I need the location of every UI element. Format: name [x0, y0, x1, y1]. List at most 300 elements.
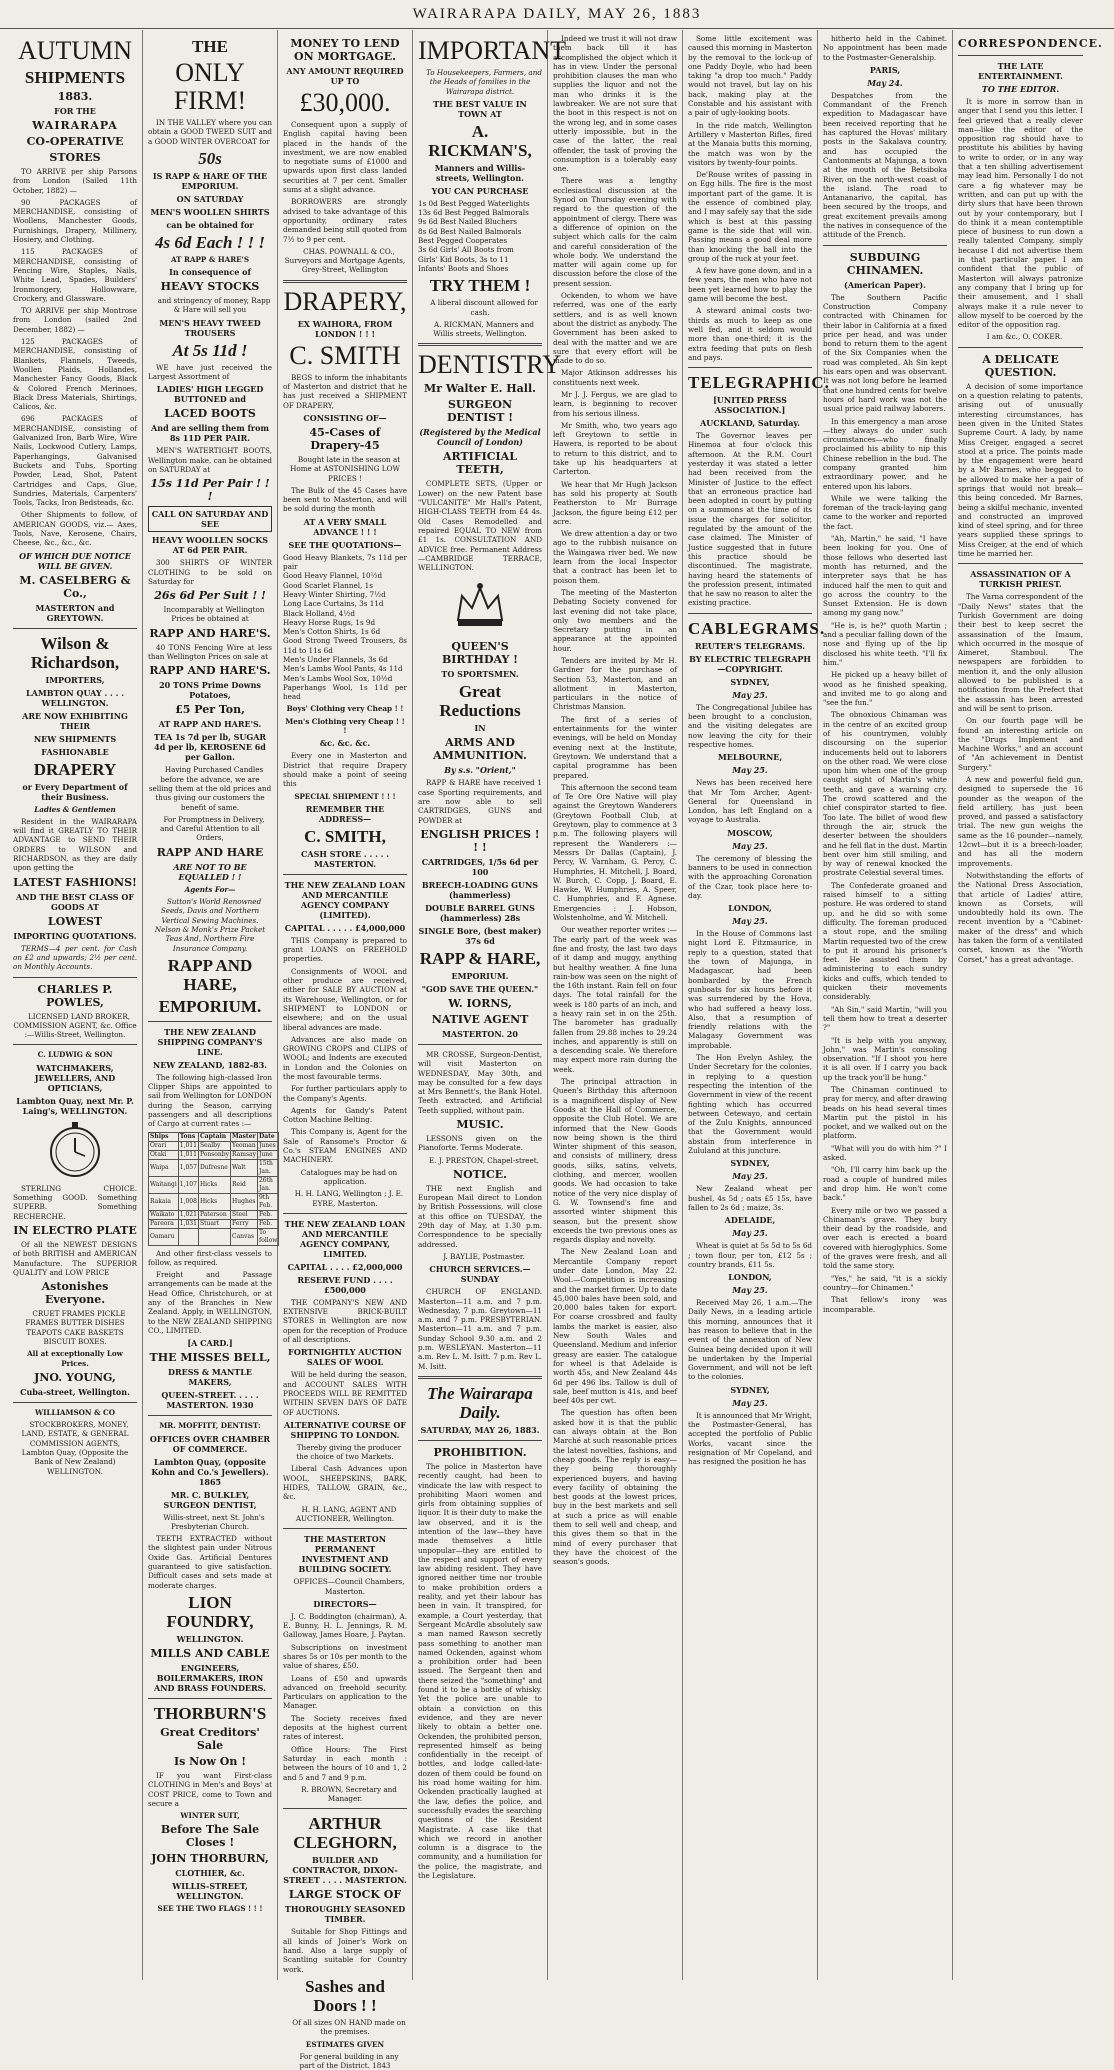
paragraph: In this emergency a man arose—they always do under such circumstances—who finally proclaimed his ability to nip this Chinese rebellion in the bud. The company granted him extraordinary power, and he entered upon his labors. — [823, 416, 947, 491]
table-header: Captain — [198, 1132, 230, 1141]
you-can: YOU CAN PURCHASE — [431, 185, 529, 196]
paragraph: "Ah Sin," said Martin, "will you tell them how to treat a deserter ?" — [823, 1004, 947, 1033]
paragraph: "Oh, I'll carry him back up the road a couple of hundred miles and drop him. He won't come back." — [823, 1165, 947, 1203]
ladies-boots: LADIES' HIGH LEGGED BUTTONED and — [156, 384, 264, 405]
divider — [283, 1213, 407, 1214]
cases-heading: 45-Cases of Drapery-45 — [309, 425, 381, 452]
in-label: IN — [474, 723, 486, 734]
table-header: Date — [257, 1132, 278, 1141]
dress-makers: DRESS & MANTLE MAKERS, — [168, 1367, 252, 1388]
divider — [688, 367, 812, 368]
table-cell: Waipa — [149, 1159, 179, 1176]
column-1 — [8, 30, 143, 1980]
notice-heading: NOTICE. — [453, 1167, 507, 1181]
price-4s6d: 4s 6d Each ! ! ! — [154, 232, 266, 252]
paragraph: J. C. Boddington (chairman), A. E. Bunny, H. L. Jennings, R. M. Galloway, James Hoare, J. Paytan. — [283, 1611, 407, 1640]
column-3 — [278, 30, 413, 2070]
to-editor: TO THE EDITOR. — [981, 84, 1060, 94]
paragraph: 300 SHIRTS OF WINTER CLOTHING to be sold on Saturday for — [148, 558, 272, 586]
paragraph: THE next English and European Mail direct to London by British Possessions, will close at this office on TUESDAY, the 29th day of May, at 1.30 p.m. Correspondence to be specially addressed. — [418, 1183, 542, 1249]
paragraph: 115 PACKAGES of MERCHANDISE, consisting of Fencing Wire, Staples, Nails, White Lead, Spades, Builders' Ironmongery, Hollowware, Crockery, and Glassware. — [13, 247, 137, 303]
terms: TERMS—4 per cent. for Cash on £2 and upwards; 2½ per cent. on Monthly Accounts. — [13, 943, 137, 972]
registered: (Registered by the Medical Council of London) — [419, 427, 541, 448]
sashes: Sashes and Doors ! ! — [305, 1976, 385, 2015]
table-cell: June — [257, 1150, 278, 1159]
list-item: Infants' Boots and Shoes — [418, 263, 509, 273]
paragraph: A few have gone down, and in a few years, the men who have not been yet learned how to play the game will become the best. — [688, 266, 813, 304]
bulkley-heading: MR. C. BULKLEY, SURGEON DENTIST, — [163, 1489, 257, 1510]
table-cell: 1,011 — [179, 1150, 197, 1158]
auckland-dateline: AUCKLAND, Saturday. — [700, 418, 800, 429]
divider — [418, 1440, 542, 1441]
quotes-list — [283, 553, 407, 702]
paragraph: Suitable for Shop Fittings and all kinds of Joiner's Work on hand. Also a large supply of Scantling suitable for Country work. — [283, 1927, 407, 1974]
paragraph: Consignments of WOOL and other produce are received, either for SALE BY AUCTION at its Warehouse, Wellington, or for SHIPMENT to LONDON or elsewhere; and on the usual liberal advances are made. — [283, 966, 407, 1032]
paragraph: LESSONS given on the Pianoforte. Terms Moderate. — [418, 1133, 542, 1153]
table-cell: Canvas — [231, 1228, 258, 1245]
catalogue: Catalogues may be had on application. — [300, 1167, 398, 1186]
paragraph: RAPP & HARE have received 1 case Sporting requirements, and are now able to sell CARTRIDGES, GUNS and POWDER at — [418, 778, 542, 825]
table-row — [149, 1176, 279, 1193]
paragraph: A steward animal costs two-thirds as much to keep as one well fed, and it seldom would more than one-third; it is the extra feeding that puts on flesh and pays. — [688, 306, 812, 362]
table-cell: Ponsonby — [199, 1150, 230, 1158]
by-ss: By s.s. "Orient," — [444, 765, 516, 776]
column-5 — [548, 30, 683, 1980]
single-bore: SINGLE Bore, (best maker) 37s 6d — [418, 925, 542, 946]
is-now-on: Is Now On ! — [173, 1754, 247, 1768]
postmaster: J. BAYLIE, Postmaster. — [443, 1251, 525, 1261]
shipments-heading: SHIPMENTS — [24, 68, 126, 87]
fencing: 40 TONS Fencing Wire at less than Wellington Prices on sale at — [148, 642, 272, 662]
lambton-address: Lambton Quay, next Mr. P. Laing's, WELLINGTON. — [16, 1095, 134, 1116]
paragraph: IN THE VALLEY where you can obtain a GOOD TWEED SUIT and a GOOD WINTER OVERCOAT for — [148, 118, 272, 146]
paragraph: This afternoon the second team of Te Ore Ore Native will play against the Greytown Wanderers (Greytown Football Club, at Greytown, play to commence at 3 p.m. The following players will represent the Wanderers :—Messrs Dr Dallas (Captain), J. Percy, W. Varnham, G. Percy, C. Humphries, H. Mitchell, J. Board, W. Burch, C. Copp, J. Board, E. Hawke, W. Humphries, A. Speer, C. Humphries, and F. Agnese. Emergencies : J. Hobson, Wolstenholme, and W. Mitchell. — [553, 782, 677, 923]
god-save: "GOD SAVE THE QUEEN." — [421, 983, 539, 994]
table-cell — [178, 1228, 198, 1245]
mens-clothing: Men's Clothing very Cheap ! ! ! — [285, 716, 405, 736]
builder: BUILDER AND CONTRACTOR, DIXON-STREET . . . . MASTERTON. — [283, 1855, 407, 1886]
paragraph: De'Rouse writes of passing in on Egg hills. The fire is the most important part of the game. It is the essence of combined play, and I may safely say that the side which is best at this passing game is the side that will win. Passing means a good deal more than knocking the ball into the group of the ruck at your feet. — [688, 170, 812, 263]
rickman-heading: A. RICKMAN'S, — [428, 121, 532, 160]
alternative: ALTERNATIVE COURSE OF SHIPPING TO LONDON. — [283, 1419, 406, 1440]
showrooms-label: ARE NOW EXHIBITING THEIR — [22, 710, 128, 731]
items-list — [418, 199, 542, 273]
list-item: Good Heavy Blankets, 7s 11d per pair — [283, 552, 407, 572]
reuter-label: REUTER'S TELEGRAMS. — [694, 640, 806, 651]
table-cell: Hicks — [198, 1176, 230, 1193]
paragraph: hitherto held in the Cabinet. No appointment has been made to the Postmaster-Generalship. — [823, 34, 947, 62]
lion-foundry: LION FOUNDRY, — [166, 1592, 254, 1631]
paragraph: The Chinaman continued to pray for mercy, and after drawing beads on his head several times Martin put the pistol in his pocket, and we walked out on the platform. — [823, 1084, 947, 1141]
list-item: Girls' Kid Boots, 3s to 11 — [418, 254, 509, 264]
having: Having Purchased Candles before the advance, we are selling them at the old prices and thus giving our customers the benefit of same. — [148, 765, 272, 812]
paragraph: "What will you do with him ?" I asked. — [823, 1143, 947, 1163]
walter-hall: Mr Walter E. Hall. — [424, 382, 536, 396]
capital: CAPITAL . . . . . £4,000,000 — [284, 922, 406, 933]
united-press: [UNITED PRESS ASSOCIATION.] — [713, 395, 787, 416]
paragraph: The Confederate groaned and raised himself to a sitting posture. He was ordered to stand up, and he did so with some difficulty. The foreman produced a stout rope, and the smiling Martin requested two of the crew to put it around his prisoner's feet. He assisted them by administering to each sundry kicks and cuffs, which tended to quicken their movements considerably. — [823, 880, 947, 1002]
prohibition-heading: PROHIBITION. — [433, 1445, 527, 1459]
paragraph: Will be held during the season, and ACCOUNT SALES WITH PROCEEDS WILL BE REMITTED WITHIN SEVEN DAYS OF DATE OF AUCTIONS. — [283, 1370, 407, 1417]
table-cell: Pareora — [149, 1219, 179, 1228]
important-heading: IMPORTANT — [418, 36, 567, 65]
paragraph: Resident in the WAIRARAPA will find it GREATLY TO THEIR ADVANTAGE to SEND THEIR ORDERS to WILSON and RICHARDSON, as they are daily upon getting the — [13, 816, 137, 873]
consisting: CONSISTING OF— — [303, 412, 387, 423]
paragraph: The Governor leaves per Hinemoa at four o'clock this afternoon. At the R.M. Court yesterday it was stated a letter had been received from the Minister of Justice to the effect that an erroneous practice had been adopted in court by putting on a summons at the time of its issue the charges for solicitor, regulated by the amount of the case claimed. The Minister of Justice suggested that in future this practice should be discontinued. The magistrate, having heard the statements of the profession present, intimated that he saw no reason to alter the existing practice. — [688, 431, 812, 608]
stores-label: STORES — [49, 151, 101, 164]
column-6 — [683, 30, 830, 1980]
paragraph: Mr Smith, who, two years ago left Greytown to settle in Hawera, is reported to be about to return to this district, and to take up his headquarters at Carterton. — [553, 420, 677, 477]
paragraph: We hear that Mr Hugh Jackson has sold his property at South Featherston to Mr Burrage Jackson, the figure being £12 per acre. — [553, 479, 677, 526]
lang-2: H. H. LANG, AGENT AND AUCTIONEER, Wellington. — [295, 1504, 397, 1523]
remember: REMEMBER THE ADDRESS— — [305, 803, 385, 824]
building-society: THE MASTERTON PERMANENT INVESTMENT AND BUILDING SOCIETY. — [298, 1534, 392, 1575]
rickman-address: Manners and Willis-streets, Wellington. — [434, 162, 526, 183]
table-cell: 15th Jan. — [257, 1159, 278, 1176]
importing-quotations: IMPORTING QUOTATIONS. — [13, 930, 137, 941]
london-dateline: LONDON, — [728, 903, 772, 914]
at-rapp: AT RAPP AND HARE'S. — [158, 719, 262, 730]
caselberg-location: MASTERTON and GREYTOWN. — [35, 602, 115, 623]
see-flags: SEE THE TWO FLAGS ! ! ! — [157, 1904, 263, 1914]
wilson-heading: Wilson & Richardson, — [30, 633, 120, 672]
list-item: Men's Lambs Wool Sox, 10½d — [283, 673, 393, 683]
price-5s11d: At 5s 11d ! — [172, 340, 248, 360]
clothier: CLOTHIER, &c. — [175, 1868, 245, 1879]
paragraph: 90 PACKAGES of MERCHANDISE, consisting of Woollens, Manchester Goods, Furnishings, Drapery, Millinery, Hosiery, and Clothing. — [13, 197, 137, 245]
paragraph: Notwithstanding the efforts of the National Dress Association, that article of Ladies' attire, known as Corsets, will undoubtedly hold its own. The recent invention by a "Cabinet-maker of the dress" and which has taken the form of a ventilated corset, known as the "Worth Corset," has a great advantage. — [958, 870, 1083, 964]
paragraph: The principal attraction in Queen's Birthday this afternoon is a magnificent display of New Goods at the Hall of Commerce, opposite the Club Hotel. We are informed that the New Goods now being shown is the third Winter shipment of this season, and consists of millinery, dress goods, silks, satins, velvets, clothing, and mercer, woollen goods. We had occasion to take notice of the very nice display of G. W. Townsend's fine and assorted winter shipment this season, but the present show exceeds the two previous ones as regards display and novelty. — [553, 1077, 677, 1245]
shipments-year: 1883. — [57, 90, 93, 103]
american-paper: (American Paper). — [844, 279, 926, 290]
table-cell: 1,008 — [178, 1193, 198, 1210]
paragraph: Mr J. J. Fergus, we are glad to learn, is beginning to recover from his serious illness. — [553, 389, 677, 418]
paragraph: The ceremony of blessing the banners to be used in connection with the approaching Coronation of the Czar, took place here to-day. — [688, 853, 812, 900]
moffitt-lambton: Lambton Quay, (opposite Kohn and Co.'s Jewellers). 1865 — [151, 1456, 269, 1487]
list-item: Men's Under Flannels, 3s 6d — [283, 654, 388, 664]
willis-street: WILLIS-STREET, WELLINGTON. — [172, 1881, 248, 1902]
rapp-hare: RAPP & HARE, — [419, 948, 541, 968]
moffitt-offices: OFFICES OVER CHAMBER OF COMMERCE. — [149, 1433, 271, 1454]
telegraphic-heading: TELEGRAPHIC. — [688, 373, 830, 393]
new-shipments: NEW SHIPMENTS — [33, 733, 117, 744]
sum-label: £30,000. — [299, 88, 391, 117]
paragraph: A new and powerful field gun, designed to supersede the 16 pounder as the weapon of the field artillery, has just been proved, and passed a satisfactory trial. The new gun weighs the same as the 16 pounder—namely, 12cwt—but it is a breech-loader, and has all the modern improvements. — [958, 775, 1083, 868]
table-cell: Sealby — [198, 1141, 230, 1150]
list-item: Paperhangs Wool, 1s 11d per head — [283, 682, 407, 702]
divider — [958, 347, 1083, 348]
list-item: Good Strong Tweed Trousers, 8s 11d to 11s 6d — [283, 636, 407, 655]
freight: Freight and Passage arrangements can be made at the Head Office, Christchurch, or at any of the Branches in New Zealand. Apply, in WELLINGTON, to the NEW ZEALAND SHIPPING CO., LIMITED. — [148, 1270, 272, 1335]
paragraph: We drew attention a day or two ago to the rubbish nuisance on the Waingawa river bed. We now learn from the local Inspector that a contract has been let to poison them. — [553, 529, 677, 585]
columns — [8, 30, 1106, 2070]
list-item: Best Pegged Cooperates — [418, 236, 508, 246]
rapp-hare-4: RAPP AND HARE — [156, 845, 264, 859]
rapp-emporium: IS RAPP & HARE OF THE EMPORIUM. — [152, 170, 268, 191]
bore: BREECH-LOADING GUNS (hammerless) — [421, 879, 539, 900]
london-date-2: May 25. — [732, 1285, 768, 1296]
divider — [283, 1808, 407, 1809]
etc: &c. &c. &c. — [319, 738, 371, 749]
rapp-hare-2: RAPP AND HARE'S. — [149, 626, 271, 640]
creditors: Great Creditors' Sale — [160, 1725, 260, 1752]
table-cell: Hicks — [198, 1193, 230, 1210]
divider — [13, 628, 137, 629]
misses-bell: THE MISSES BELL, — [149, 1351, 271, 1365]
divider — [13, 977, 137, 978]
cablegrams-heading: CABLEGRAMS. — [688, 618, 826, 638]
music-heading: MUSIC. — [456, 1117, 504, 1131]
list-item: Heavy Winter Shirting, 7½d — [283, 589, 386, 599]
winter-suit: WINTER SUIT, — [180, 1811, 240, 1821]
surgeon: SURGEON DENTIST ! — [446, 398, 514, 425]
cruets: CRUET FRAMES PICKLE FRAMES BUTTER DISHES TEAPOTS CAKE BASKETS BISCUIT BOXES. — [25, 1309, 126, 1346]
stockings: HEAVY WOOLLEN SOCKS AT 6d PER PAIR. — [151, 535, 269, 556]
before-sale: Before The Sale Closes ! — [160, 1823, 260, 1850]
not-equalled: ARE NOT TO BE EQUALLED ! ! — [173, 861, 247, 882]
paragraph: 125 PACKAGES of MERCHANDISE, consisting of Blankets, Flannels, Tweeds, Woollen Plaids, Hollandes, Manchester Fancy Goods, Black & Colored French Merinoes, Black Dress Materials, Shirtings, Calicos, &c. — [13, 337, 137, 412]
divider — [283, 1528, 407, 1529]
emporium: EMPORIUM. — [451, 970, 509, 981]
dentistry-heading: DENTISTRY — [418, 350, 561, 380]
small-advance: AT A VERY SMALL ADVANCE ! ! ! — [303, 516, 387, 537]
loan-heading: THE NEW ZEALAND LOAN AND MERCANTILE AGENCY COMPANY (LIMITED). — [284, 879, 406, 920]
rickman-2: A. RICKMAN, Manners and Willis streets, Wellington. — [433, 319, 534, 339]
caselberg-firm: M. CASELBERG & Co., — [19, 573, 131, 600]
church-heading: CHURCH SERVICES.—SUNDAY — [429, 1264, 531, 1285]
adelaide-date: May 25. — [732, 1228, 768, 1239]
list-item: Men's Lambs Wool Pants, 4s 11d — [283, 664, 403, 674]
table-header: Master — [232, 1132, 256, 1140]
cash-store: CASH STORE . . . . . MASTERTON. — [301, 848, 389, 869]
paragraph: The Varna correspondent of the "Daily News" states that the Turkish Government are doing their best to keep secret the assassination of the Imaum, which occurred in the mosque of Aimeret, Stamboul. The newspapers are forbidden to mention it, and the only allusion allowed to be published is a notification from the Prefect that the assassin has been arrested and will be sent to prison. — [958, 592, 1083, 713]
all-at: All at exceptionally Low Prices. — [27, 1349, 123, 1368]
on-saturday: ON SATURDAY — [176, 193, 244, 204]
date-label: SATURDAY, MAY 26, 1883. — [420, 1424, 540, 1435]
to-sportsmen: TO SPORTSMEN. — [441, 669, 519, 680]
copyright-label: BY ELECTRIC TELEGRAPH—COPYRIGHT. — [689, 653, 811, 674]
table-cell: Waitangi — [149, 1176, 179, 1193]
table-cell: Steel — [231, 1210, 258, 1219]
paragraph: It is more in sorrow than in anger that I send you this letter. I feel grieved that a really clever man—like the editor of the opposition rag should have to prostitute his abilities by having to write to order, or in any way that a ten shilling advertisement may lead him. Personally I do not care a fig whatever may be written, and can put up with the dirty slurs that have been thrown out by your contemporary, but I do think it a mean contemptible piece of business to run down a really talented Company, simply because I did not advertise them in that particular paper. I am confident that the public of Masterton will always patronize any company that I bring up for their amusement, and I shall always make it a rule never to allow myself to be coerced by the editor of the opposition rag. — [958, 97, 1083, 330]
wairarapa-label: WAIRARAPA — [32, 119, 118, 132]
divider — [958, 563, 1083, 564]
lambton-label: LAMBTON QUAY . . . . WELLINGTON. — [26, 687, 124, 708]
paragraph: News has been received here that Mr Tom Archer, Agent-General for Queensland in London, has left England on a voyage to Australia. — [688, 778, 812, 825]
paragraph: WE have just received the Largest Assortment of — [148, 362, 272, 382]
williamson-desc: STOCKBROKERS, MONEY, LAND, ESTATE, & GENERAL COMMISSION AGENTS, Lambton Quay, (Opposite the Bank of New Zealand) WELLINGTON. — [21, 1420, 129, 1476]
paragraph: While we were talking the foreman of the track-laying gang came to the worker and reported the fact. — [823, 493, 947, 531]
electro-desc: Of all the NEWEST DESIGNS of both BRITISH and AMERICAN Manufacture. The SUPERIOR QUALITY and LOW PRICE — [13, 1239, 137, 1277]
iorns: W. IORNS, — [448, 996, 512, 1010]
bore-2: DOUBLE BARREL GUNS (hammerless) 28s — [425, 902, 535, 923]
arthur-heading: ARTHUR CLEGHORN, — [293, 1814, 397, 1853]
list-item: Men's Cotton Shirts, 1s 6d — [283, 627, 381, 637]
royal-mail: NEW ZEALAND, 1882-83. — [152, 1059, 268, 1070]
the-label: THE — [192, 37, 228, 56]
lang: H. H. LANG, Wellington ; J. E. EYRE, Masterton. — [294, 1189, 404, 1208]
moscow-dateline: MOSCOW, — [727, 827, 773, 838]
young-address: Cuba-street, Wellington. — [20, 1386, 130, 1397]
emporium-label: EMPORIUM. — [158, 996, 262, 1016]
ladies-label: Ladies & Gentlemen — [34, 804, 116, 814]
sydney-date: May 25. — [732, 689, 768, 700]
card-label: [A CARD.] — [187, 1338, 233, 1349]
table-cell: 9th Feb. — [257, 1193, 278, 1210]
bulk: The Bulk of the 45 Cases have been sent to Masterton, and will be sold during the month — [283, 485, 407, 514]
table-cell: Stuart — [198, 1219, 230, 1228]
paragraph: Other Shipments to follow, of AMERICAN GOODS, viz.— Axes, Tools, Nave, Kerosene, Chairs, Cheese, &c., &c., &c. — [13, 510, 137, 548]
table-row — [149, 1228, 279, 1245]
paragraph: Loans of £50 and upwards advanced on freehold security. Particulars on application to the Manager. — [283, 1673, 407, 1711]
paragraph: CHURCH OF ENGLAND. Masterton—11 a.m. and 7 p.m. Wednesday, 7 p.m. Greytown—11 a.m. and 7 p.m. PRESBYTERIAN. Masterton—11 a.m. and 7 p.m. Sunday School 9.30 a.m. and 2 p.m. WESLEYAN. Masterton—11 a.m. Rev L. M. Isitt. 7 p.m. Rev L. M. Isitt. — [418, 1287, 542, 1371]
paragraph: The Society receives fixed deposits at the highest current rates of interest. — [283, 1713, 407, 1742]
list-item: 8s 6d Best Nailed Balmorals — [418, 226, 522, 236]
nzship-heading: THE NEW ZEALAND SHIPPING COMPANY'S LINE. — [157, 1026, 263, 1057]
smith-heading: C. SMITH — [289, 340, 401, 370]
thorburn-heading: THORBURN'S — [153, 1703, 267, 1723]
column-7 — [818, 30, 953, 1980]
paragraph: MEN'S WATERTIGHT BOOTS, Wellington make, can be obtained on SATURDAY at — [148, 446, 272, 474]
boys-clothing: Boys' Clothing very Cheap ! ! — [286, 704, 404, 714]
paragraph: Ockenden, to whom we have referred, was one of the early settlers, and is as well known about the district as anybody. The Government has been asked to deal with the matter and we are sure that every effort will be made to do so. — [553, 291, 677, 366]
notice-label: OF WHICH DUE NOTICE WILL BE GIVEN. — [19, 550, 131, 571]
fortnightly: FORTNIGHTLY AUCTION SALES OF WOOL — [288, 1347, 402, 1368]
table-cell: Rakaia — [149, 1193, 179, 1210]
paragraph: The New Zealand Loan and Mercantile Company report under date London, May 22. Wool.—Competition is increasing and the market firmer. Up to date 45,000 bales have been sold, and 20,000 bales taken for export. For coarse crossbred and faulty lambs the market is easier, also New South Wales and Queensland. Medium and inferior greasy are easier. The catalogue for wheel is that Adelaide is worth 45s, and New Zealand 44s 6d per 496 lbs. Tallow is dull of sale, beef mutton is 41s, and beef beef 40s per cwt. — [553, 1247, 677, 1406]
electro-heading: IN ELECTRO PLATE — [13, 1223, 137, 1237]
signature: I am &c., O. COKER. — [986, 332, 1063, 342]
moffitt-heading: MR. MOFFITT, DENTIST: — [159, 1421, 261, 1431]
table-cell: Ramsay — [232, 1150, 256, 1158]
divider — [13, 1402, 137, 1403]
table-cell — [198, 1228, 230, 1245]
ship-desc: The following high-classed Iron Clipper Ships are appointed to sail from Wellington for LONDON during the Season, carrying passengers and all descriptions of Cargo at current rates :— — [148, 1072, 272, 1129]
moscow-date: May 25. — [732, 840, 768, 851]
drapery-heading: DRAPERY, — [283, 286, 407, 316]
table-row — [149, 1210, 279, 1219]
paragraph: Advances are also made on GROWING CROPS and CLIPS of WOOL; and Indents are executed in London and the Colonies on the most favourable terms. — [283, 1034, 407, 1081]
paragraph: On our fourth page will be found an interesting article on the "Drugs Implement and Machine Works," and an account of "An achievement in Dentist Surgery." — [958, 716, 1083, 772]
special-shipment: SPECIAL SHIPMENT ! ! ! — [294, 791, 396, 801]
bought: Bought late in the season at Home at ASTONISHING LOW PRICES ! — [290, 454, 401, 483]
capital-2: CAPITAL . . . . £2,000,000 — [287, 1261, 403, 1272]
artificial-teeth: ARTIFICIAL TEETH, — [443, 450, 517, 477]
potatoes-price: £5 Per Ton, — [175, 703, 245, 717]
divider — [958, 55, 1083, 56]
paragraph: TO ARRIVE per ship Montrose from London (sailed 2nd December, 1882) — — [13, 306, 137, 334]
mens-shirts: MEN'S WOOLLEN SHIRTS — [150, 206, 270, 217]
queen-street: QUEEN-STREET. . . . . MASTERTON. 1930 — [161, 1390, 259, 1411]
paragraph: The Hon Evelyn Ashley, the Under Secretary for the colonies, in replying to a question respecting the intention of the Government in view of the recent fighting which has occurred between Cetewayo, and certain of the Zulu Knights, announced that the Government would abstain from interference in Zululand at this juncture. — [688, 1053, 812, 1156]
paragraph: "It is help with you anyway, John," was Martin's consoling observation. "If I shoot you here it is all over. If I carry you back up the track you'll be hung." — [823, 1035, 947, 1082]
punctuality: For Promptness in Delivery, and Careful Attention to all Orders, — [160, 814, 265, 843]
column-4 — [413, 30, 567, 1980]
royal-crown-icon — [450, 576, 510, 636]
paragraph: It is announced that Mr Wright, the Postmaster-General, has accepted the portfolio of Public Works, vacant since the resignation of Mr Copeland, and has resigned the position he has — [688, 1410, 812, 1467]
sydney-dateline-3: SYDNEY, — [730, 1384, 770, 1395]
john-thorburn: JOHN THORBURN, — [151, 1852, 269, 1866]
correspondence-heading: CORRESPONDENCE. — [958, 37, 1103, 50]
paragraph: Received May 26, 1 a.m.—The Daily News, in a leading article this morning, announces that it has reason to believe that in the event of the annexation of New Guinea being decided upon it will be undertaken by the Imperial Government, and will not be left to the colonies. — [688, 1298, 812, 1382]
price-26s6d: 26s 6d Per Suit ! ! — [154, 589, 266, 603]
table-row — [149, 1141, 279, 1150]
paragraph: Major Atkinson addresses his constituents next week. — [553, 368, 677, 387]
paragraph: Wheat is quiet at 5s 5d to 5s 6d ; town flour, per ton, £12 5s ; country brands, £11 5s. — [688, 1241, 812, 1269]
powles-desc: LICENSED LAND BROKER, COMMISSION AGENT, &c. Office :—Willis-Street, Wellington. — [13, 1011, 137, 1040]
boots-price: And are selling them from 8s 11D PER PAIR. — [151, 423, 269, 444]
divider — [148, 1415, 272, 1416]
smith-heading-2: C. SMITH, — [304, 826, 386, 846]
column-8 — [953, 30, 1103, 1980]
divider — [13, 1044, 137, 1045]
table-header: Tons — [178, 1132, 198, 1141]
all-sizes: Of all sizes ON HAND made on the premises. — [292, 2017, 406, 2037]
table-cell: Reid — [231, 1176, 258, 1193]
divider — [148, 1698, 272, 1699]
call-box: CALL ON SATURDAY AND SEE — [148, 506, 272, 532]
mills-cable: MILLS AND CABLE — [150, 1646, 270, 1660]
paragraph: COMPLETE SETS, (Upper or Lower) on the new Patent base "VULCANITE" Mr Hall's Patent, HIGH-CLASS TEETH from £4 4s. Old Cases Remodelled and repaired EQUAL TO NEW from £1 1s. CONSULTATION AND ADVICE free. Permanent Address—CAMBRIDGE TERRACE, WELLINGTON. — [418, 479, 542, 573]
contracting: For general building in any part of the District. 1843 — [299, 2051, 399, 2070]
paragraph: The police in Masterton have recently caught, had been to vindicate the law with respect to prohibiting Maori women and girls from obtaining supplies of liquor. It is their duty to make the law observed, and it is the intention of the law—they have made themselves a little unpopular—they are entitled to the respect and support of every law abiding resident. They have ignored neither time nor trouble to make prohibition orders a reality, and yet their labour has been in vain. It transpired, for example, a Court yesterday, that Sergeant McArdle absolutely saw a man named Rawson secretly pass something to another man named Ockenden, against whom a prohibition order had been issued. The Sergeant then and there seized the "something" and found it to be a bottle of whisky. Yet the police are unable to obtain a conviction on this evidence, and they are never likely to obtain a better one. Ockenden, the prohibited person, represented himself as being confidentially in the receipt of bottles, and lodge called-late-dozen of them could be found on his road home waiting for him. Ockenden practically laughed at the law, defies the police, and successfully evades the searching questions of the Resident Magistrate. A case like that which we record in another column is a disgrace to the community, and a humiliation for the police, the magistrate, and the Legislature. — [418, 1461, 542, 1880]
paragraph: TO ARRIVE per ship Parsons from London (Sailed 11th October, 1882) — — [13, 167, 137, 195]
paragraph: BORROWERS are strongly advised to take advantage of this opportunity, ordinary rates demanded being still quoted from 7½ to 9 per cent. — [283, 197, 407, 244]
table-row — [149, 1150, 279, 1159]
paragraph: The obnoxious Chinaman was in the centre of an excited group of his countrymen, volubly discoursing on the superior inducements held out to laborers on the other road. We were close upon him when one of the group caught sight of Martin's white teeth, and gave a warning cry. The crowd scattered and the chief conspirator started to flee. Too late. The billet of wood flew through the air, struck the deserter between the shoulders and he fell flat in the dust. Martin bent over him still smiling, and by way of renewal knocked the prostrate Celestial several times. — [823, 710, 947, 878]
paragraph: Liberal Cash Advances upon WOOL, SHEEPSKINS, BARK, HIDES, TALLOW, GRAIN, &c., &c. — [283, 1464, 407, 1502]
table-cell: Hughes — [231, 1193, 258, 1210]
price-50s: 50s — [198, 148, 222, 168]
masterton-label: MASTERTON. 20 — [442, 1028, 518, 1039]
divider — [688, 613, 812, 614]
divider — [283, 874, 407, 875]
to-housekeepers: To Housekeepers, Farmers, and the Heads of families in the Wairarapa district. — [426, 68, 542, 96]
potatoes: 20 TONS Prime Downs Potatoes, — [159, 680, 261, 701]
astonishes-label: Astonishes Everyone. — [41, 1280, 109, 1307]
sydney-dateline: SYDNEY, — [730, 676, 770, 687]
table-cell: Ferry — [231, 1219, 258, 1228]
watchmakers-label: WATCHMAKERS, JEWELLERS, AND OPTICIANS, — [34, 1062, 116, 1093]
delicate-heading: A DELICATE QUESTION. — [982, 352, 1059, 379]
london-date: May 25. — [732, 916, 768, 927]
paragraph: Our weather reporter writes :—The early part of the week was fine and frosty, the last two days of it damp and muggy, anything but healthy weather. A fine luna rain-bow was seen on the night of the 16th instant. Rain fell on four days. The total rainfall for the week is 180 parts of an inch, and a heavy rain set in on the 25th. The barometer has gradually fallen from 29.88 inches to 29.24 inches, and apparently is still on a descending scale. We therefore may expect more rain during the week. — [553, 925, 677, 1074]
list-item: Black Holland, 4½d — [283, 608, 355, 618]
divider — [148, 1021, 272, 1022]
table-row — [149, 1219, 279, 1228]
can-be: can be obtained for — [166, 219, 254, 230]
table-cell: 26th Jan. — [257, 1176, 278, 1193]
cartridges: CARTRIDGES, 1/5s 6d per 100 — [421, 856, 539, 877]
young-heading: JNO. YOUNG, — [34, 1370, 116, 1384]
column-2 — [143, 30, 278, 1980]
english-prices: ENGLISH PRICES ! ! ! — [420, 827, 540, 854]
melbourne-date: May 25. — [732, 765, 768, 776]
every: Every one in Masterton and District that require Drapery should make a point of seeing this — [283, 751, 407, 789]
agents-desc: Sutton's World Renowned Seeds, Davis and Northern Vertical Sewing Machines. Nelson & Monk's Prize Packet Teas And, Northern Fire Insurance Company. — [154, 897, 266, 953]
heavy-stocks: HEAVY STOCKS — [160, 280, 260, 294]
list-item: Good Scarlet Flannel, 1s — [283, 580, 373, 590]
offices: OFFICES—Council Chambers, Masterton. — [293, 1577, 405, 1596]
table-cell: Oamaru — [149, 1228, 179, 1245]
list-item: Long Lace Curtains, 3s 11d — [283, 599, 384, 609]
paragraph: For further particulars apply to the Company's Agents. — [283, 1084, 407, 1103]
try-them: TRY THEM ! — [429, 276, 531, 296]
daily-heading: The Wairarapa Daily. — [427, 1383, 533, 1422]
laced-boots: LACED BOOTS — [164, 407, 256, 421]
table-cell: To follow — [258, 1228, 278, 1244]
money-heading: MONEY TO LEND ON MORTGAGE. — [290, 37, 400, 63]
